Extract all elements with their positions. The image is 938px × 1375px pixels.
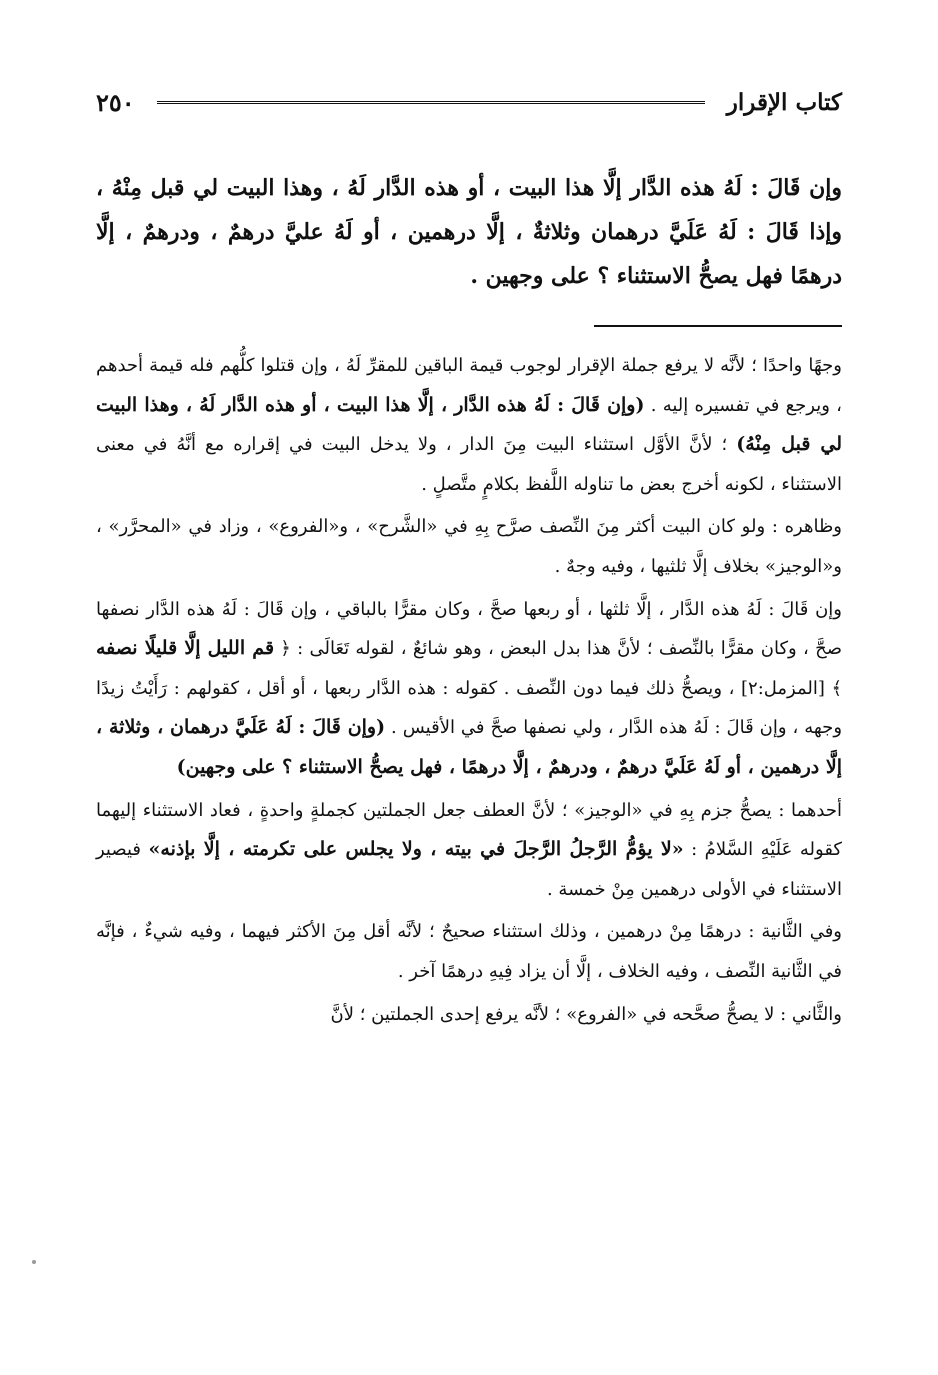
- commentary-text: أحدهما : يصحُّ جزم بِهِ في «الوجيز» ؛ لأنَّ العطف جعل الجملتين كجملةٍ واحدةٍ ، فعاد الاستثناء إليهما كقوله عَلَيْهِ السَّلامُ :: [96, 799, 842, 861]
- hadith-quote: «لا يؤمُّ الرَّجلُ الرَّجلَ في بيته ، ولا يجلس على تكرمته ، إلَّا بإذنه»: [148, 838, 684, 861]
- commentary-text: ؛ لأنَّ الأوَّل استثناء البيت مِنَ الدار ، ولا يدخل البيت في إقراره مع أنَّهُ في معنى الاستثناء ، لكونه أخرج بعض ما تناوله اللَّفظ بكلامٍ متَّصلٍ .: [96, 434, 842, 495]
- commentary-text: وجهًا واحدًا ؛ لأنَّه لا يرفع جملة الإقرار لوجوب قيمة الباقين للمقرِّ لَهُ ، وإن قتلوا كلُّهم فله قيمة أحدهم ، ويرجع في تفسيره إليه .: [96, 355, 843, 416]
- page-header: [96, 80, 842, 124]
- commentary: [96, 346, 842, 1036]
- commentary-paragraph-3: [96, 590, 842, 788]
- commentary-text: وإن قَالَ : لَهُ هذه الدَّار ، إلَّا ثلثها ، أو ربعها صحَّ ، وكان مقرًّا بالباقي ، وإن قَالَ : لَهُ هذه الدَّار نصفها صحَّ ، وكان مقرًّا بالنِّصف ؛ لأنَّ هذا بدل البعض ، وهو شائعٌ ، لقوله تَعَالَى : ﴿: [96, 598, 842, 660]
- footnote-separator: [594, 325, 842, 327]
- header-rule: [157, 101, 705, 104]
- commentary-paragraph-6: والثَّاني : لا يصحُّ صحَّحه في «الفروع» ؛ لأنَّه يرفع إحدى الجملتين ؛ لأنَّ: [330, 1003, 842, 1025]
- main-text-paragraph: وإن قَالَ : لَهُ هذه الدَّار إلَّا هذا البيت ، أو هذه الدَّار لَهُ ، وهذا البيت لي قبل مِنْهُ ، وإذا قَالَ : لَهُ عَلَيَّ درهمان وثلاثةٌ ، إلَّا درهمين ، أو لَهُ عليَّ درهمٌ ، ودرهمٌ ، إلَّا درهمًا فهل يصحُّ الاستثناء ؟ على وجهين .: [96, 175, 842, 289]
- commentary-text: ﴾ [المزمل:٢] ، ويصحُّ ذلك فيما دون النِّصف . كقوله : هذه الدَّار ربعها ، أو أقل ، كقولهم : رَأَيْتُ زيدًا وجهه ، وإن قَالَ : لَهُ هذه الدَّار ، ولي نصفها صحَّ في الأقيس .: [96, 677, 843, 739]
- main-text: [96, 166, 842, 298]
- quoted-matn: (وإن قَالَ : لَهُ عَلَيَّ درهمان ، وثلاثة ، إلَّا درهمين ، أو لَهُ عَلَيَّ درهمٌ ، ودرهمٌ ، إلَّا درهمًا ، فهل يصحُّ الاستثناء ؟ على وجهين): [96, 716, 842, 778]
- commentary-paragraph-5: وفي الثَّانية : درهمًا مِنْ درهمين ، وذلك استثناء صحيحٌ ؛ لأنَّه أقل مِنَ الأكثر فيهما ، وفيه شيءٌ ، فإنَّه في الثَّانية النِّصف ، وفيه الخلاف ، إلَّا أن يزاد فِيهِ درهمًا آخر .: [96, 921, 842, 982]
- margin-dot: [32, 1260, 36, 1264]
- quran-verse: قم الليل إلَّا قليلًا نصفه: [96, 637, 275, 660]
- commentary-paragraph-1: [96, 346, 842, 504]
- chapter-title: كتاب الإقرار: [726, 88, 842, 116]
- page-number: ٢٥٠: [96, 87, 135, 117]
- commentary-text: فيصير الاستثناء في الأولى درهمين مِنْ خمسة .: [96, 839, 842, 900]
- commentary-paragraph-2: وظاهره : ولو كان البيت أكثر مِنَ النِّصف صرَّح بِهِ في «الشَّرح» ، و«الفروع» ، وزاد في «المحرَّر» ، و«الوجيز» بخلاف إلَّا ثلثيها ، وفيه وجهٌ .: [96, 516, 842, 577]
- quoted-matn: (وإن قَالَ : لَهُ هذه الدَّار ، إلَّا هذا البيت ، أو هذه الدَّار لَهُ ، وهذا البيت لي قبل مِنْهُ): [96, 393, 842, 456]
- commentary-paragraph-4: [96, 791, 842, 910]
